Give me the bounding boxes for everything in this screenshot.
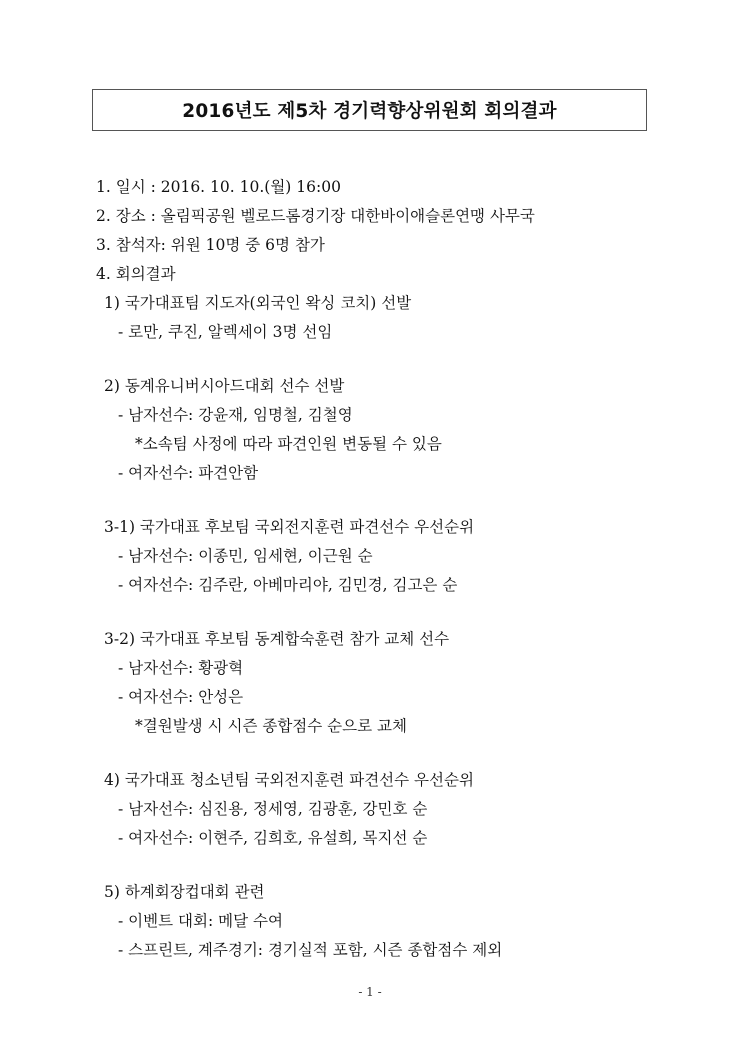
- section-3-1-heading: 3-1) 국가대표 후보팀 국외전지훈련 파견선수 우선순위: [104, 518, 475, 536]
- section-3-2-male: - 남자선수: 황광혁: [118, 659, 244, 677]
- page-number: - 1 -: [358, 985, 382, 999]
- section-2-heading: 2) 동계유니버시아드대회 선수 선발: [104, 377, 345, 395]
- section-3-2-heading: 3-2) 국가대표 후보팀 동계합숙훈련 참가 교체 선수: [104, 630, 450, 648]
- meeting-place: 2. 장소 : 올림픽공원 벨로드롬경기장 대한바이애슬론연맹 사무국: [96, 207, 535, 225]
- section-3-1-female: - 여자선수: 김주란, 아베마리야, 김민경, 김고은 순: [118, 576, 458, 594]
- meeting-results-heading: 4. 회의결과: [96, 265, 176, 283]
- section-2-female: - 여자선수: 파견안함: [118, 464, 259, 482]
- section-1-heading: 1) 국가대표팀 지도자(외국인 왁싱 코치) 선발: [104, 294, 412, 312]
- section-3-1-male: - 남자선수: 이종민, 임세현, 이근원 순: [118, 547, 373, 565]
- section-4-female: - 여자선수: 이현주, 김희호, 유설희, 목지선 순: [118, 829, 428, 847]
- meeting-attendees: 3. 참석자: 위원 10명 중 6명 참가: [96, 236, 325, 254]
- section-4-heading: 4) 국가대표 청소년팀 국외전지훈련 파견선수 우선순위: [104, 771, 474, 789]
- meeting-date: 1. 일시 : 2016. 10. 10.(월) 16:00: [96, 178, 341, 196]
- section-4-male: - 남자선수: 심진용, 정세영, 김광훈, 강민호 순: [118, 800, 428, 818]
- section-5-event: - 이벤트 대회: 메달 수여: [118, 912, 283, 930]
- document-title: 2016년도 제5차 경기력향상위원회 회의결과: [182, 101, 557, 122]
- section-3-2-female: - 여자선수: 안성은: [118, 688, 244, 706]
- section-1-item: - 로만, 쿠진, 알렉세이 3명 선임: [118, 323, 333, 341]
- section-3-2-note: *결원발생 시 시즌 종합점수 순으로 교체: [135, 717, 407, 735]
- section-2-male: - 남자선수: 강윤재, 임명철, 김철영: [118, 406, 353, 424]
- section-2-note: *소속팀 사정에 따라 파견인원 변동될 수 있음: [135, 435, 442, 453]
- section-5-sprint: - 스프린트, 계주경기: 경기실적 포함, 시즌 종합점수 제외: [118, 941, 503, 959]
- title-box: [92, 89, 647, 131]
- section-5-heading: 5) 하계회장컵대회 관련: [104, 883, 265, 901]
